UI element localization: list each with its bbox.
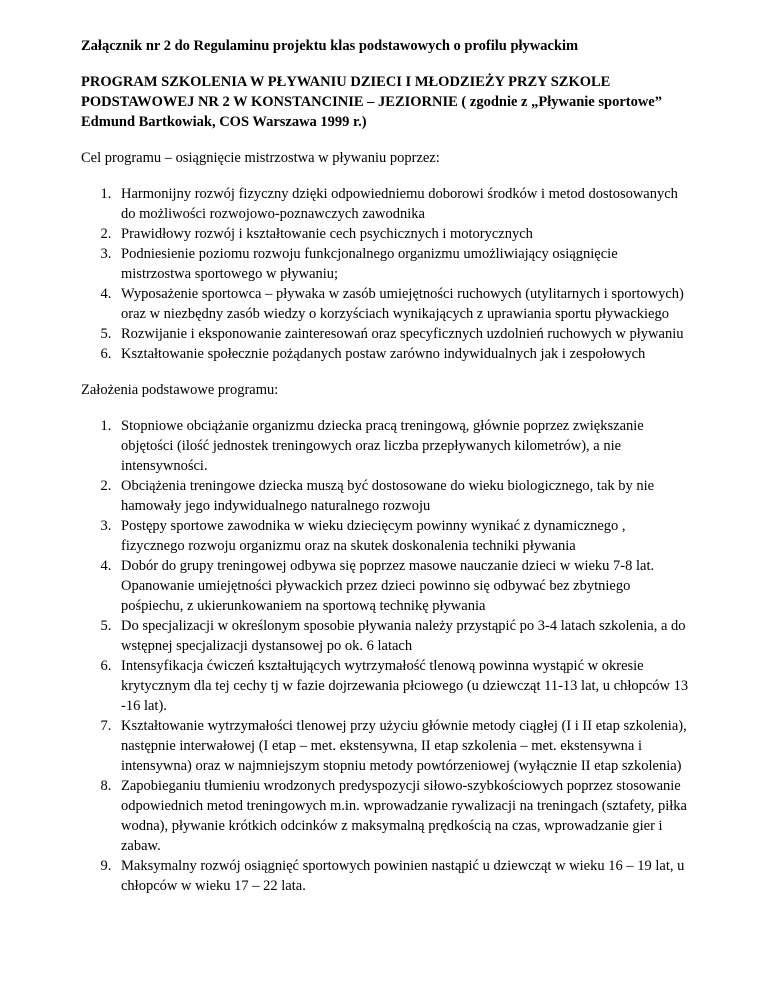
list-item: 2. Prawidłowy rozwój i kształtowanie cech psychicznych i motorycznych [115,224,691,244]
list-item: 3. Podniesienie poziomu rozwoju funkcjonalnego organizmu umożliwiający osiągnięcie mistrzostwa sportowego w pływaniu; [115,244,691,284]
list-item: 7. Kształtowanie wytrzymałości tlenowej przy użyciu głównie metody ciągłej (I i II etap szkolenia), następnie interwałowej (I etap – met. ekstensywna, II etap szkolenia – met. ekstensywna i intensywna) oraz w najmniejszym stopniu metody powtórzeniowej (wyłącznie II etap szkolenia) [115,716,691,776]
attachment-heading: Załącznik nr 2 do Regulaminu projektu klas podstawowych o profilu pływackim [81,38,579,54]
assumptions-heading: Założenia podstawowe programu: [81,382,279,398]
list-item: 4. Wyposażenie sportowca – pływaka w zasób umiejętności ruchowych (utylitarnych i sportowych) oraz w niezbędny zasób wiedzy o korzyściach wynikających z uprawiania sportu pływackiego [115,284,691,324]
list-item: 1. Harmonijny rozwój fizyczny dzięki odpowiedniemu doborowi środków i metod dostosowanych do możliwości rozwojowo-poznawczych zawodnika [115,184,691,224]
list-item: 8. Zapobieganiu tłumieniu wrodzonych predyspozycji siłowo-szybkościowych poprzez stosowanie odpowiednich metod treningowych m.in. wprowadzanie rywalizacji na treningach (sztafety, piłka wodna), pływanie krótkich odcinków z maksymalną prędkością na czas, wprowadzanie gier i zabaw. [115,776,691,856]
list-item: 6. Intensyfikacja ćwiczeń kształtujących wytrzymałość tlenową powinna wystąpić w okresie krytycznym dla tej cechy tj w fazie dojrzewania płciowego (u dziewcząt 11-13 lat, u chłopców 13 -16 lat). [115,656,691,716]
goals-heading: Cel programu – osiągnięcie mistrzostwa w pływaniu poprzez: [81,150,440,166]
list-item: 9. Maksymalny rozwój osiągnięć sportowych powinien nastąpić u dziewcząt w wieku 16 – 19 lat, u chłopców w wieku 17 – 22 lata. [115,856,691,896]
goals-list [81,184,691,364]
list-item: 6. Kształtowanie społecznie pożądanych postaw zarówno indywidualnych jak i zespołowych [115,344,691,364]
list-item: 5. Do specjalizacji w określonym sposobie pływania należy przystąpić po 3-4 latach szkolenia, a do wstępnej specjalizacji dystansowej po ok. 6 latach [115,616,691,656]
list-item: 3. Postępy sportowe zawodnika w wieku dziecięcym powinny wynikać z dynamicznego , fizycznego rozwoju organizmu oraz na skutek doskonalenia techniki pływania [115,516,691,556]
list-item: 4. Dobór do grupy treningowej odbywa się poprzez masowe nauczanie dzieci w wieku 7-8 lat. Opanowanie umiejętności pływackich przez dzieci powinno się odbywać bez zbytniego pośpiechu, z ukierunkowaniem na sportową technikę pływania [115,556,691,616]
document-page [81,36,691,912]
assumptions-list [81,416,691,896]
list-item: 2. Obciążenia treningowe dziecka muszą być dostosowane do wieku biologicznego, tak by nie hamowały jego indywidualnego naturalnego rozwoju [115,476,691,516]
list-item: 5. Rozwijanie i eksponowanie zainteresowań oraz specyficznych uzdolnień ruchowych w pływaniu [115,324,691,344]
document-title: PROGRAM SZKOLENIA W PŁYWANIU DZIECI I MŁODZIEŻY PRZY SZKOLE PODSTAWOWEJ NR 2 W KONSTANCINIE – JEZIORNIE ( zgodnie z „Pływanie sportowe” Edmund Bartkowiak, COS Warszawa 1999 r.) [81,74,662,130]
list-item: 1. Stopniowe obciążanie organizmu dziecka pracą treningową, głównie poprzez zwiększanie objętości (ilość jednostek treningowych oraz liczba przepływanych kilometrów), a nie intensywności. [115,416,691,476]
